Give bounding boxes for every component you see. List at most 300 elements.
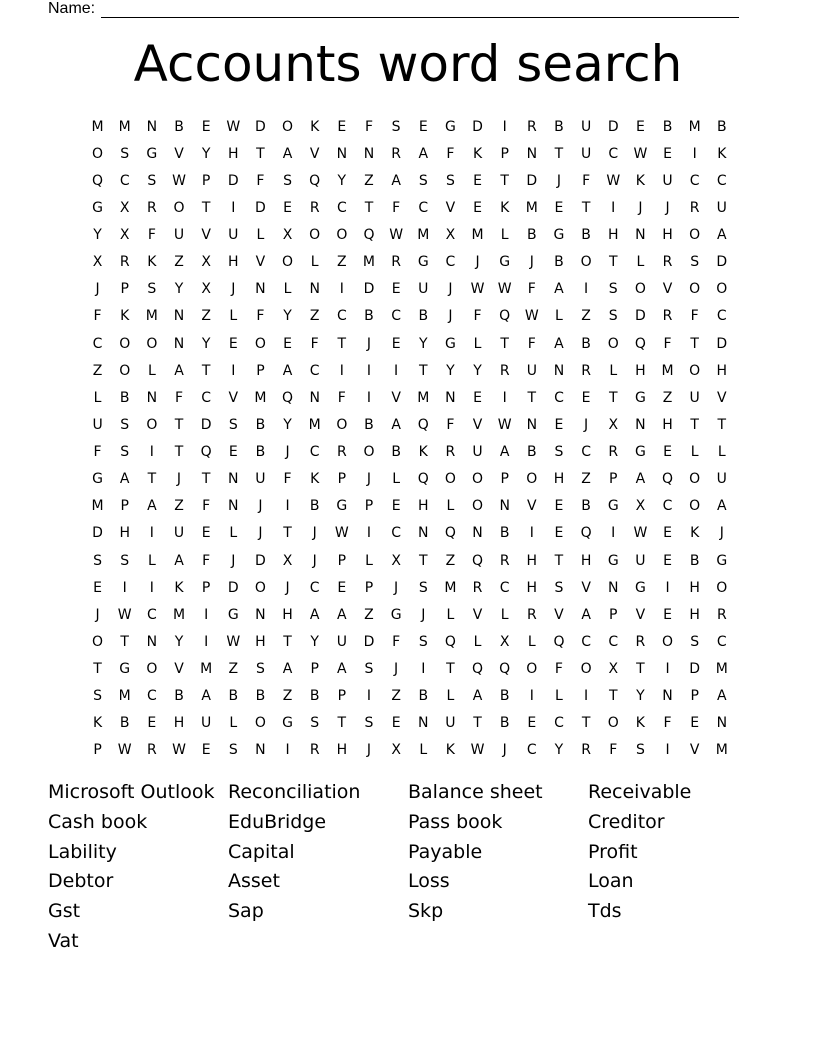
grid-letter: E	[663, 525, 672, 542]
grid-letter: D	[472, 118, 483, 135]
grid-letter: K	[635, 715, 645, 732]
grid-letter: N	[662, 688, 673, 705]
grid-letter: S	[690, 633, 700, 650]
grid-letter: A	[391, 416, 401, 433]
grid-letter: P	[609, 471, 618, 488]
grid-letter: M	[118, 688, 131, 705]
grid-letter: O	[173, 199, 185, 216]
grid-letter: G	[607, 552, 619, 569]
grid-letter: D	[716, 254, 728, 271]
word-list-item: Vat	[48, 929, 79, 952]
grid-letter: N	[553, 362, 565, 379]
grid-row	[84, 656, 735, 683]
grid-row	[84, 737, 735, 764]
grid-letter: X	[635, 498, 646, 515]
grid-letter: R	[445, 444, 456, 461]
grid-letter: C	[201, 389, 212, 406]
grid-letter: J	[366, 335, 372, 352]
grid-letter: H	[662, 416, 673, 433]
grid-letter: R	[309, 742, 320, 759]
grid-letter: I	[285, 498, 290, 515]
grid-letter: R	[608, 444, 619, 461]
grid-letter: S	[445, 172, 455, 189]
grid-letter: H	[282, 606, 293, 623]
grid-letter: A	[282, 145, 293, 162]
grid-letter: M	[715, 742, 728, 759]
grid-letter: H	[228, 254, 239, 271]
grid-letter: L	[473, 335, 482, 352]
grid-letter: S	[690, 254, 700, 271]
grid-letter: W	[497, 281, 512, 298]
grid-letter: S	[147, 281, 157, 298]
grid-letter: N	[146, 633, 158, 650]
grid-row	[84, 194, 735, 221]
grid-letter: A	[499, 444, 510, 461]
grid-letter: J	[556, 172, 562, 189]
grid-letter: D	[255, 118, 266, 135]
grid-letter: B	[255, 416, 266, 433]
grid-letter: E	[391, 281, 401, 298]
grid-letter: C	[119, 172, 130, 189]
grid-letter: A	[418, 145, 429, 162]
grid-letter: A	[472, 688, 483, 705]
grid-letter: U	[173, 525, 185, 542]
grid-letter: S	[228, 742, 238, 759]
grid-letter: G	[119, 661, 131, 678]
grid-letter: W	[172, 172, 186, 189]
grid-letter: G	[553, 227, 565, 244]
grid-letter: C	[418, 199, 429, 216]
grid-letter: K	[717, 145, 727, 162]
grid-row	[84, 113, 735, 140]
grid-letter: K	[500, 199, 510, 216]
grid-letter: B	[228, 688, 239, 705]
grid-letter: N	[472, 525, 483, 542]
grid-letter: J	[394, 661, 399, 678]
grid-letter: P	[690, 688, 699, 705]
grid-letter: W	[172, 742, 186, 759]
word-list-item: Pass book	[408, 810, 503, 833]
grid-letter: X	[608, 661, 619, 678]
grid-letter: B	[581, 335, 591, 352]
grid-letter: W	[226, 633, 241, 650]
grid-letter: E	[663, 444, 672, 461]
grid-letter: G	[282, 715, 293, 732]
grid-letter: V	[174, 661, 184, 678]
grid-letter: F	[256, 308, 265, 325]
grid-letter: A	[282, 661, 293, 678]
grid-letter: N	[146, 389, 158, 406]
grid-letter: O	[662, 633, 674, 650]
grid-letter: F	[147, 227, 156, 244]
grid-letter: O	[634, 281, 646, 298]
grid-letter: M	[417, 389, 430, 406]
grid-letter: P	[337, 552, 347, 569]
grid-letter: I	[394, 362, 399, 379]
word-list-item: Tds	[588, 900, 622, 923]
grid-letter: L	[283, 281, 292, 298]
grid-letter: Z	[662, 389, 673, 406]
grid-row	[84, 276, 735, 303]
grid-letter: R	[391, 145, 401, 162]
grid-letter: Y	[554, 742, 564, 759]
grid-letter: E	[283, 199, 292, 216]
grid-letter: A	[717, 688, 727, 705]
grid-letter: N	[255, 281, 266, 298]
grid-letter: I	[366, 688, 372, 705]
grid-letter: A	[717, 227, 727, 244]
grid-letter: O	[119, 335, 131, 352]
grid-letter: U	[445, 715, 456, 732]
grid-row	[84, 411, 735, 438]
grid-letter: S	[608, 281, 618, 298]
grid-letter: A	[337, 661, 347, 678]
grid-letter: B	[689, 552, 700, 569]
grid-letter: I	[231, 362, 236, 379]
grid-letter: I	[611, 199, 616, 216]
grid-letter: L	[636, 254, 645, 271]
grid-letter: A	[201, 688, 211, 705]
grid-letter: R	[499, 552, 510, 569]
grid-letter: P	[500, 145, 509, 162]
grid-letter: F	[256, 172, 265, 189]
grid-letter: N	[309, 281, 320, 298]
grid-letter: L	[446, 498, 455, 515]
grid-letter: R	[472, 579, 483, 596]
grid-letter: H	[635, 362, 646, 379]
grid-letter: U	[201, 715, 212, 732]
grid-letter: B	[554, 118, 564, 135]
grid-letter: S	[418, 172, 428, 189]
grid-letter: B	[662, 118, 673, 135]
grid-letter: Z	[445, 552, 456, 569]
grid-letter: O	[689, 281, 701, 298]
grid-letter: B	[364, 416, 374, 433]
grid-letter: M	[471, 227, 484, 244]
grid-letter: N	[228, 498, 239, 515]
grid-letter: O	[146, 661, 158, 678]
grid-letter: J	[95, 281, 100, 298]
grid-letter: I	[665, 579, 670, 596]
grid-letter: G	[390, 606, 402, 623]
grid-letter: D	[526, 172, 538, 189]
grid-letter: P	[364, 579, 374, 596]
grid-letter: B	[119, 715, 130, 732]
grid-letter: X	[119, 227, 130, 244]
grid-letter: T	[500, 172, 509, 189]
grid-letter: N	[336, 145, 348, 162]
grid-letter: E	[663, 552, 672, 569]
grid-letter: V	[309, 145, 320, 162]
grid-letter: E	[391, 335, 401, 352]
grid-letter: R	[526, 606, 537, 623]
grid-letter: L	[446, 688, 455, 705]
grid-letter: L	[555, 688, 563, 705]
grid-letter: U	[336, 633, 347, 650]
grid-row	[84, 249, 735, 276]
grid-letter: F	[364, 118, 373, 135]
grid-letter: D	[227, 172, 239, 189]
grid-letter: N	[526, 416, 538, 433]
grid-letter: T	[174, 416, 184, 433]
grid-letter: B	[255, 688, 266, 705]
grid-letter: N	[255, 742, 266, 759]
grid-letter: L	[473, 633, 482, 650]
grid-letter: J	[502, 742, 507, 759]
grid-letter: D	[92, 525, 103, 542]
grid-letter: M	[91, 118, 104, 135]
grid-letter: Q	[417, 416, 429, 433]
grid-letter: U	[716, 471, 727, 488]
grid-letter: I	[665, 661, 670, 678]
grid-letter: U	[580, 145, 592, 162]
grid-letter: D	[255, 199, 266, 216]
grid-letter: H	[526, 552, 538, 569]
grid-letter: B	[581, 498, 591, 515]
grid-letter: C	[716, 633, 727, 650]
grid-letter: T	[337, 715, 347, 732]
grid-letter: V	[472, 416, 483, 433]
grid-letter: E	[473, 389, 482, 406]
grid-letter: K	[92, 715, 103, 732]
grid-letter: V	[201, 227, 211, 244]
grid-letter: L	[365, 552, 373, 569]
grid-letter: G	[92, 471, 103, 488]
grid-row	[84, 493, 735, 520]
grid-letter: A	[554, 335, 564, 352]
grid-letter: Y	[636, 688, 645, 705]
grid-letter: F	[202, 498, 211, 515]
grid-letter: D	[607, 118, 619, 135]
grid-letter: H	[336, 742, 348, 759]
grid-letter: T	[364, 199, 374, 216]
grid-letter: B	[499, 525, 510, 542]
grid-letter: M	[172, 606, 186, 623]
grid-letter: X	[92, 254, 103, 271]
grid-letter: L	[256, 227, 265, 244]
grid-letter: O	[119, 362, 131, 379]
grid-letter: I	[584, 688, 589, 705]
grid-letter: M	[525, 199, 538, 216]
grid-letter: C	[336, 308, 347, 325]
grid-letter: R	[662, 308, 673, 325]
grid-letter: J	[421, 606, 426, 623]
grid-letter: I	[204, 633, 209, 650]
grid-letter: Q	[92, 172, 104, 189]
grid-letter: Z	[201, 308, 211, 325]
grid-letter: O	[607, 715, 619, 732]
grid-letter: T	[527, 389, 537, 406]
grid-letter: H	[580, 552, 592, 569]
grid-letter: P	[500, 471, 509, 488]
word-list-item: Loan	[588, 870, 634, 893]
grid-letter: O	[254, 579, 266, 596]
grid-letter: L	[500, 227, 509, 244]
grid-letter: L	[609, 362, 618, 379]
grid-letter: Q	[417, 471, 429, 488]
grid-letter: P	[364, 498, 374, 515]
grid-letter: N	[363, 145, 375, 162]
grid-letter: S	[554, 579, 564, 596]
grid-letter: E	[581, 389, 591, 406]
grid-letter: K	[174, 579, 184, 596]
grid-letter: B	[309, 688, 320, 705]
grid-letter: K	[418, 444, 428, 461]
grid-letter: W	[633, 525, 648, 542]
grid-letter: S	[120, 145, 130, 162]
grid-letter: J	[95, 606, 100, 623]
grid-letter: C	[608, 633, 619, 650]
grid-row	[84, 439, 735, 466]
grid-letter: O	[336, 227, 348, 244]
grid-letter: Y	[337, 172, 347, 189]
grid-row	[84, 222, 735, 249]
grid-letter: G	[227, 606, 239, 623]
grid-row	[84, 303, 735, 330]
grid-letter: U	[635, 552, 646, 569]
grid-letter: T	[636, 661, 645, 678]
grid-letter: T	[256, 145, 265, 162]
grid-letter: B	[255, 444, 266, 461]
grid-letter: L	[229, 715, 238, 732]
grid-letter: X	[282, 227, 293, 244]
grid-letter: N	[499, 498, 510, 515]
grid-letter: P	[337, 471, 347, 488]
grid-row	[84, 357, 735, 384]
grid-row	[84, 330, 735, 357]
grid-letter: K	[445, 742, 455, 759]
grid-letter: Y	[201, 145, 211, 162]
grid-letter: J	[665, 199, 670, 216]
grid-letter: Z	[174, 498, 184, 515]
grid-letter: O	[282, 254, 294, 271]
grid-letter: D	[363, 281, 375, 298]
grid-letter: F	[310, 335, 319, 352]
grid-letter: T	[93, 661, 102, 678]
grid-letter: E	[391, 715, 401, 732]
grid-letter: O	[689, 362, 701, 379]
grid-letter: Z	[282, 688, 293, 705]
grid-letter: J	[448, 308, 453, 325]
grid-letter: F	[93, 444, 102, 461]
grid-letter: N	[635, 416, 646, 433]
word-list-item: Debtor	[48, 870, 114, 893]
grid-letter: R	[146, 199, 157, 216]
grid-letter: K	[310, 471, 320, 488]
grid-letter: J	[366, 742, 372, 759]
grid-letter: E	[201, 525, 211, 542]
grid-letter: V	[255, 254, 266, 271]
grid-letter: U	[526, 362, 537, 379]
grid-letter: Z	[337, 254, 347, 271]
grid-letter: N	[445, 389, 456, 406]
grid-letter: X	[445, 227, 456, 244]
grid-letter: N	[526, 145, 538, 162]
grid-letter: G	[634, 444, 646, 461]
grid-letter: V	[662, 281, 673, 298]
grid-letter: R	[526, 118, 537, 135]
grid-letter: Q	[309, 172, 321, 189]
grid-letter: R	[309, 199, 320, 216]
grid-letter: Y	[201, 335, 211, 352]
grid-row	[84, 683, 735, 710]
grid-letter: A	[309, 606, 320, 623]
grid-letter: O	[254, 715, 266, 732]
grid-letter: O	[580, 661, 592, 678]
grid-letter: F	[527, 335, 536, 352]
grid-letter: J	[638, 199, 643, 216]
grid-letter: L	[555, 308, 563, 325]
grid-letter: X	[608, 416, 619, 433]
grid-letter: C	[146, 606, 157, 623]
grid-letter: F	[582, 172, 591, 189]
grid-letter: F	[392, 199, 401, 216]
grid-letter: H	[689, 606, 700, 623]
grid-letter: Q	[553, 633, 565, 650]
grid-letter: H	[607, 227, 619, 244]
grid-letter: R	[499, 362, 510, 379]
grid-letter: S	[310, 715, 320, 732]
grid-letter: K	[472, 145, 483, 162]
grid-letter: C	[554, 715, 564, 732]
grid-letter: C	[499, 579, 510, 596]
grid-letter: S	[364, 715, 374, 732]
grid-letter: C	[309, 444, 320, 461]
grid-letter: C	[716, 172, 727, 189]
grid-letter: D	[255, 552, 266, 569]
grid-letter: F	[446, 145, 455, 162]
grid-letter: Q	[634, 335, 646, 352]
grid-letter: H	[417, 498, 429, 515]
grid-letter: Q	[499, 661, 511, 678]
grid-letter: E	[554, 199, 564, 216]
grid-letter: V	[445, 199, 456, 216]
grid-letter: Q	[282, 389, 294, 406]
grid-letter: C	[391, 308, 401, 325]
grid-letter: W	[524, 308, 539, 325]
grid-letter: B	[418, 688, 429, 705]
grid-letter: E	[228, 444, 238, 461]
grid-letter: A	[282, 362, 293, 379]
grid-letter: K	[120, 308, 130, 325]
grid-letter: G	[444, 335, 456, 352]
grid-letter: J	[258, 498, 263, 515]
word-list-item: Capital	[228, 840, 295, 863]
grid-letter: Z	[364, 172, 374, 189]
grid-letter: C	[581, 633, 591, 650]
grid-letter: A	[581, 606, 591, 623]
grid-letter: R	[689, 199, 700, 216]
grid-letter: N	[635, 227, 646, 244]
grid-letter: B	[174, 118, 184, 135]
grid-letter: I	[204, 606, 209, 623]
grid-letter: M	[715, 661, 728, 678]
grid-letter: B	[499, 715, 510, 732]
word-list-item: Reconciliation	[228, 781, 361, 803]
name-label: Name:	[48, 0, 96, 17]
grid-letter: H	[228, 145, 239, 162]
grid-letter: V	[527, 498, 537, 515]
grid-letter: T	[581, 199, 591, 216]
grid-letter: L	[229, 308, 238, 325]
grid-letter: Z	[174, 254, 184, 271]
grid-letter: L	[717, 444, 726, 461]
grid-letter: J	[475, 254, 480, 271]
grid-letter: W	[606, 172, 621, 189]
grid-letter: I	[421, 661, 426, 678]
grid-letter: I	[122, 579, 127, 596]
grid-letter: J	[176, 471, 182, 488]
